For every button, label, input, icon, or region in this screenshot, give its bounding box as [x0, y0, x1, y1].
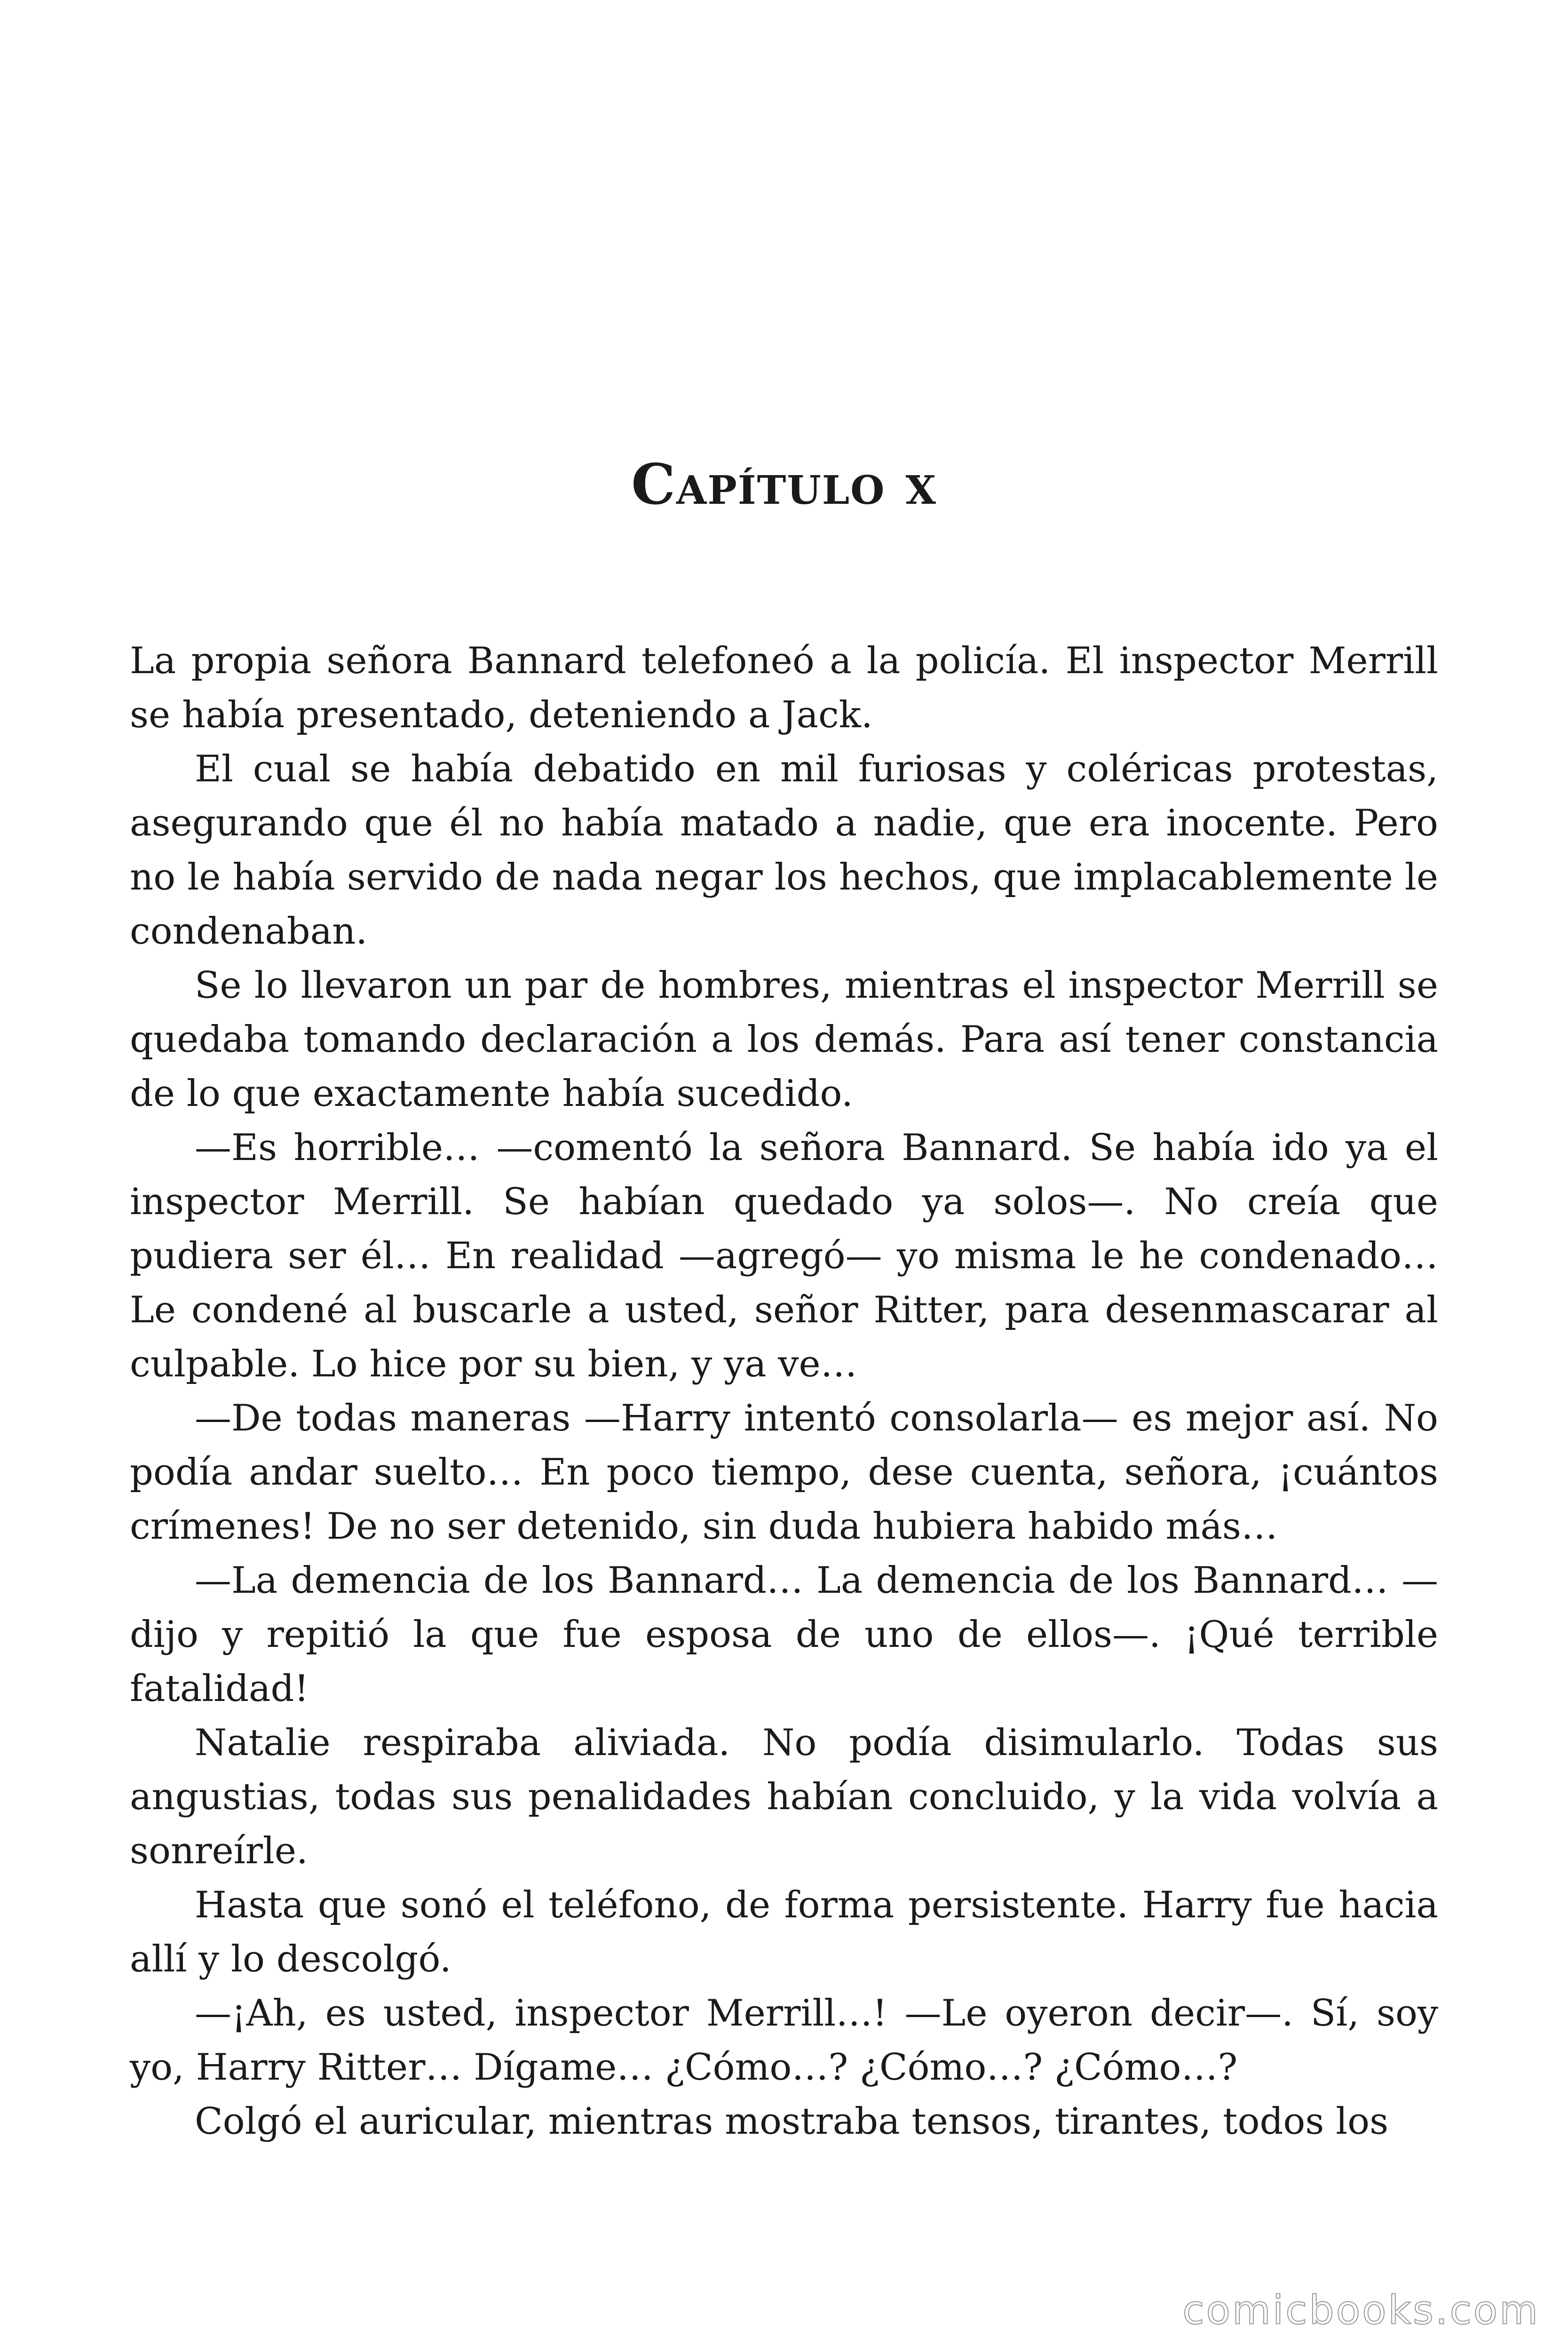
chapter-body	[130, 634, 1438, 2149]
paragraph: La propia señora Bannard telefoneó a la policía. El inspector Merrill se había presentado, deteniendo a Jack.	[130, 640, 1438, 736]
paragraph: El cual se había debatido en mil furiosas y coléricas protestas, asegurando que él no había matado a nadie, que era inocente. Pero no le había servido de nada negar los hechos, que implacablemente le condenaban.	[130, 748, 1438, 953]
paragraph: —Es horrible… —comentó la señora Bannard. Se había ido ya el inspector Merrill. Se habían quedado ya solos—. No creía que pudiera ser él… En realidad —agregó— yo misma le he condenado… Le condené al buscarle a usted, señor Ritter, para desenmascarar al culpable. Lo hice por su bien, y ya ve…	[130, 1127, 1438, 1385]
paragraph: Hasta que sonó el teléfono, de forma persistente. Harry fue hacia allí y lo descolgó.	[130, 1884, 1438, 1980]
paragraph: Colgó el auricular, mientras mostraba tensos, tirantes, todos los	[195, 2100, 1389, 2143]
paragraph: —La demencia de los Bannard… La demencia de los Bannard… —dijo y repitió la que fue esposa de uno de ellos—. ¡Qué terrible fatalidad!	[130, 1559, 1438, 1710]
paragraph: —¡Ah, es usted, inspector Merrill…! —Le oyeron decir—. Sí, soy yo, Harry Ritter… Dígame… ¿Cómo…? ¿Cómo…? ¿Cómo…?	[130, 1992, 1438, 2089]
watermark: comicbooks.com	[1182, 2287, 1540, 2333]
paragraph: Natalie respiraba aliviada. No podía disimularlo. Todas sus angustias, todas sus penalidades habían concluido, y la vida volvía a sonreírle.	[130, 1722, 1438, 1872]
paragraph: Se lo llevaron un par de hombres, mientras el inspector Merrill se quedaba tomando declaración a los demás. Para así tener constancia de lo que exactamente había sucedido.	[130, 964, 1438, 1115]
paragraph: —De todas maneras —Harry intentó consolarla— es mejor así. No podía andar suelto… En poco tiempo, dese cuenta, señora, ¡cuántos crímenes! De no ser detenido, sin duda hubiera habido más…	[130, 1397, 1438, 1548]
chapter-title: Capítulo x	[631, 452, 937, 517]
